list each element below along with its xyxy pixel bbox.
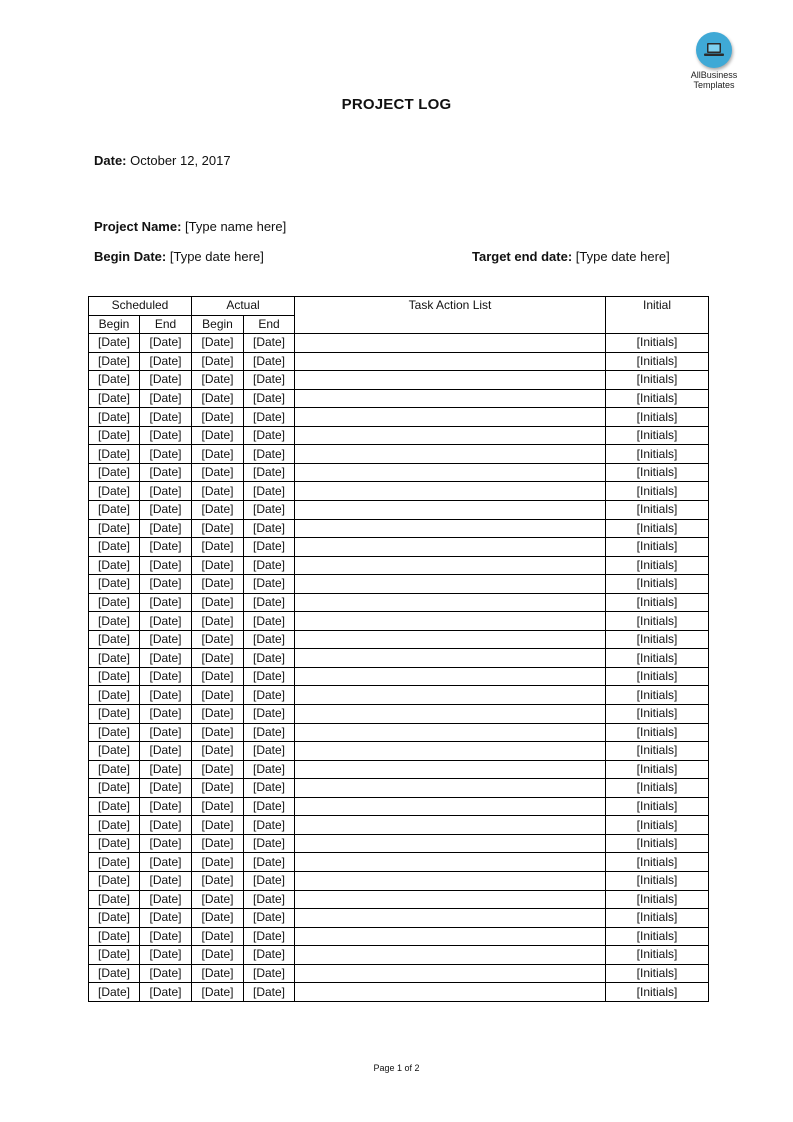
actual-end-cell[interactable]: [Date] [244,612,295,631]
scheduled-end-cell[interactable]: [Date] [140,445,192,464]
actual-end-cell[interactable]: [Date] [244,501,295,520]
actual-begin-cell[interactable]: [Date] [192,667,244,686]
project-log-table [88,296,709,1002]
actual-begin-cell[interactable]: [Date] [192,890,244,909]
scheduled-begin-cell[interactable]: [Date] [89,501,140,520]
initials-cell[interactable]: [Initials] [606,964,709,983]
initials-cell[interactable]: [Initials] [606,871,709,890]
initials-cell[interactable]: [Initials] [606,426,709,445]
project-name-line [94,219,286,234]
scheduled-end-cell[interactable]: [Date] [140,946,192,965]
task-action-cell[interactable] [295,723,606,742]
project-name-value[interactable]: [Type name here] [185,219,287,234]
initials-cell[interactable]: [Initials] [606,556,709,575]
actual-begin-cell[interactable]: [Date] [192,501,244,520]
actual-begin-cell[interactable]: [Date] [192,816,244,835]
table-row [89,463,709,482]
actual-end-cell[interactable]: [Date] [244,909,295,928]
scheduled-begin-cell[interactable]: [Date] [89,927,140,946]
actual-begin-cell[interactable]: [Date] [192,519,244,538]
initials-cell[interactable]: [Initials] [606,593,709,612]
scheduled-end-cell[interactable]: [Date] [140,482,192,501]
task-action-cell[interactable] [295,983,606,1002]
table-row [89,371,709,390]
actual-end-cell[interactable]: [Date] [244,946,295,965]
scheduled-begin-cell[interactable]: [Date] [89,816,140,835]
scheduled-begin-cell[interactable]: [Date] [89,667,140,686]
table-row [89,760,709,779]
task-action-cell[interactable] [295,927,606,946]
table-row [89,816,709,835]
initials-cell[interactable]: [Initials] [606,408,709,427]
table-row [89,630,709,649]
actual-end-cell[interactable]: [Date] [244,723,295,742]
actual-end-cell[interactable]: [Date] [244,686,295,705]
actual-end-cell[interactable]: [Date] [244,334,295,353]
task-action-cell[interactable] [295,779,606,798]
actual-begin-cell[interactable]: [Date] [192,723,244,742]
target-end-date-label: Target end date: [472,249,573,264]
table-row [89,946,709,965]
scheduled-begin-cell[interactable]: [Date] [89,983,140,1002]
scheduled-end-cell[interactable]: [Date] [140,352,192,371]
task-action-cell[interactable] [295,612,606,631]
actual-end-cell[interactable]: [Date] [244,482,295,501]
scheduled-begin-cell[interactable]: [Date] [89,445,140,464]
table-row [89,519,709,538]
actual-end-cell[interactable]: [Date] [244,575,295,594]
table-group-header-row [89,297,709,316]
task-action-cell[interactable] [295,593,606,612]
actual-begin-cell[interactable]: [Date] [192,705,244,724]
actual-begin-cell[interactable]: [Date] [192,686,244,705]
actual-begin-cell[interactable]: [Date] [192,742,244,761]
initials-cell[interactable]: [Initials] [606,352,709,371]
scheduled-end-cell[interactable]: [Date] [140,408,192,427]
scheduled-end-cell[interactable]: [Date] [140,964,192,983]
scheduled-end-cell[interactable]: [Date] [140,834,192,853]
actual-begin-cell[interactable]: [Date] [192,593,244,612]
task-action-cell[interactable] [295,334,606,353]
actual-begin-cell[interactable]: [Date] [192,909,244,928]
actual-end-cell[interactable]: [Date] [244,352,295,371]
task-action-cell[interactable] [295,853,606,872]
task-action-cell[interactable] [295,352,606,371]
scheduled-end-cell[interactable]: [Date] [140,742,192,761]
actual-end-cell[interactable]: [Date] [244,779,295,798]
initials-cell[interactable]: [Initials] [606,389,709,408]
actual-end-cell[interactable]: [Date] [244,389,295,408]
scheduled-begin-cell[interactable]: [Date] [89,834,140,853]
scheduled-begin-cell[interactable]: [Date] [89,371,140,390]
table-row [89,501,709,520]
table-row [89,871,709,890]
actual-begin-cell[interactable]: [Date] [192,927,244,946]
table-row [89,389,709,408]
task-action-cell[interactable] [295,797,606,816]
scheduled-begin-cell[interactable]: [Date] [89,538,140,557]
actual-end-cell[interactable]: [Date] [244,556,295,575]
table-row [89,593,709,612]
initials-cell[interactable]: [Initials] [606,575,709,594]
actual-begin-cell[interactable]: [Date] [192,834,244,853]
scheduled-end-cell[interactable]: [Date] [140,797,192,816]
initials-cell[interactable]: [Initials] [606,705,709,724]
scheduled-begin-cell[interactable]: [Date] [89,519,140,538]
actual-end-cell[interactable]: [Date] [244,760,295,779]
initials-cell[interactable]: [Initials] [606,445,709,464]
initials-cell[interactable]: [Initials] [606,501,709,520]
actual-begin-header: Begin [192,315,244,334]
table-body [89,334,709,1002]
scheduled-begin-cell[interactable]: [Date] [89,909,140,928]
date-value[interactable]: October 12, 2017 [130,153,231,168]
table-row [89,556,709,575]
actual-end-cell[interactable]: [Date] [244,797,295,816]
task-action-cell[interactable] [295,742,606,761]
task-action-cell[interactable] [295,946,606,965]
scheduled-begin-cell[interactable]: [Date] [89,556,140,575]
initial-header: Initial [606,297,709,334]
initials-cell[interactable]: [Initials] [606,723,709,742]
scheduled-begin-cell[interactable]: [Date] [89,871,140,890]
scheduled-begin-cell[interactable]: [Date] [89,352,140,371]
initials-cell[interactable]: [Initials] [606,667,709,686]
scheduled-end-cell[interactable]: [Date] [140,890,192,909]
table-row [89,890,709,909]
initials-cell[interactable]: [Initials] [606,983,709,1002]
actual-begin-cell[interactable]: [Date] [192,408,244,427]
actual-begin-cell[interactable]: [Date] [192,964,244,983]
initials-cell[interactable]: [Initials] [606,519,709,538]
scheduled-begin-cell[interactable]: [Date] [89,779,140,798]
initials-cell[interactable]: [Initials] [606,797,709,816]
initials-cell[interactable]: [Initials] [606,927,709,946]
logo-text [676,70,752,90]
initials-cell[interactable]: [Initials] [606,946,709,965]
page-title: PROJECT LOG [341,96,452,113]
scheduled-begin-cell[interactable]: [Date] [89,630,140,649]
initials-cell[interactable]: [Initials] [606,853,709,872]
scheduled-end-cell[interactable]: [Date] [140,705,192,724]
actual-begin-cell[interactable]: [Date] [192,760,244,779]
scheduled-begin-cell[interactable]: [Date] [89,797,140,816]
scheduled-begin-cell[interactable]: [Date] [89,686,140,705]
task-action-cell[interactable] [295,630,606,649]
project-name-label: Project Name: [94,219,182,234]
actual-begin-cell[interactable]: [Date] [192,463,244,482]
actual-end-cell[interactable]: [Date] [244,964,295,983]
scheduled-end-cell[interactable]: [Date] [140,667,192,686]
table-row [89,797,709,816]
scheduled-end-cell[interactable]: [Date] [140,630,192,649]
task-action-cell[interactable] [295,834,606,853]
table-row [89,909,709,928]
scheduled-begin-cell[interactable]: [Date] [89,649,140,668]
table-row [89,686,709,705]
task-action-cell[interactable] [295,426,606,445]
table-row [89,983,709,1002]
table-row [89,575,709,594]
begin-date-value[interactable]: [Type date here] [169,249,264,264]
actual-end-cell[interactable]: [Date] [244,593,295,612]
initials-cell[interactable]: [Initials] [606,890,709,909]
begin-date-line [94,249,264,264]
initials-cell[interactable]: [Initials] [606,649,709,668]
table-row [89,426,709,445]
actual-begin-cell[interactable]: [Date] [192,482,244,501]
actual-begin-cell[interactable]: [Date] [192,983,244,1002]
table-row [89,779,709,798]
actual-begin-cell[interactable]: [Date] [192,853,244,872]
scheduled-begin-cell[interactable]: [Date] [89,575,140,594]
scheduled-begin-cell[interactable]: [Date] [89,482,140,501]
scheduled-end-cell[interactable]: [Date] [140,649,192,668]
scheduled-end-cell[interactable]: [Date] [140,779,192,798]
task-action-cell[interactable] [295,890,606,909]
actual-begin-cell[interactable]: [Date] [192,445,244,464]
table-row [89,649,709,668]
scheduled-end-cell[interactable]: [Date] [140,538,192,557]
actual-begin-cell[interactable]: [Date] [192,426,244,445]
actual-end-cell[interactable]: [Date] [244,463,295,482]
actual-begin-cell[interactable]: [Date] [192,575,244,594]
initials-cell[interactable]: [Initials] [606,334,709,353]
actual-end-cell[interactable]: [Date] [244,445,295,464]
scheduled-begin-cell[interactable]: [Date] [89,853,140,872]
logo-line-1: AllBusiness [690,70,738,80]
scheduled-end-cell[interactable]: [Date] [140,371,192,390]
initials-cell[interactable]: [Initials] [606,630,709,649]
target-end-date-value[interactable]: [Type date here] [575,249,670,264]
task-action-cell[interactable] [295,408,606,427]
begin-date-label: Begin Date: [94,249,167,264]
table-row [89,482,709,501]
table-row [89,742,709,761]
scheduled-begin-cell[interactable]: [Date] [89,612,140,631]
initials-cell[interactable]: [Initials] [606,463,709,482]
scheduled-end-cell[interactable]: [Date] [140,463,192,482]
task-action-list-header: Task Action List [295,297,606,334]
scheduled-end-cell[interactable]: [Date] [140,334,192,353]
table-row [89,834,709,853]
scheduled-begin-cell[interactable]: [Date] [89,964,140,983]
actual-end-cell[interactable]: [Date] [244,705,295,724]
scheduled-end-cell[interactable]: [Date] [140,593,192,612]
actual-begin-cell[interactable]: [Date] [192,334,244,353]
table-row [89,445,709,464]
actual-begin-cell[interactable]: [Date] [192,946,244,965]
scheduled-begin-cell[interactable]: [Date] [89,705,140,724]
scheduled-end-cell[interactable]: [Date] [140,426,192,445]
actual-begin-cell[interactable]: [Date] [192,371,244,390]
scheduled-end-cell[interactable]: [Date] [140,760,192,779]
actual-end-cell[interactable]: [Date] [244,816,295,835]
actual-end-cell[interactable]: [Date] [244,519,295,538]
actual-begin-cell[interactable]: [Date] [192,871,244,890]
scheduled-end-cell[interactable]: [Date] [140,927,192,946]
scheduled-begin-cell[interactable]: [Date] [89,593,140,612]
table-row [89,723,709,742]
task-action-cell[interactable] [295,463,606,482]
actual-header: Actual [192,297,295,316]
table-row [89,352,709,371]
actual-end-cell[interactable]: [Date] [244,667,295,686]
actual-begin-cell[interactable]: [Date] [192,352,244,371]
scheduled-end-cell[interactable]: [Date] [140,983,192,1002]
scheduled-header: Scheduled [89,297,192,316]
task-action-cell[interactable] [295,445,606,464]
scheduled-end-cell[interactable]: [Date] [140,871,192,890]
target-end-date-line [472,249,670,264]
initials-cell[interactable]: [Initials] [606,371,709,390]
actual-end-cell[interactable]: [Date] [244,927,295,946]
company-logo [676,32,752,90]
actual-end-cell[interactable]: [Date] [244,742,295,761]
task-action-cell[interactable] [295,519,606,538]
task-action-cell[interactable] [295,964,606,983]
actual-begin-cell[interactable]: [Date] [192,779,244,798]
actual-end-cell[interactable]: [Date] [244,853,295,872]
page-footer: Page 1 of 2 [373,1063,420,1073]
scheduled-end-cell[interactable]: [Date] [140,816,192,835]
initials-cell[interactable]: [Initials] [606,909,709,928]
initials-cell[interactable]: [Initials] [606,779,709,798]
scheduled-end-cell[interactable]: [Date] [140,519,192,538]
actual-end-cell[interactable]: [Date] [244,871,295,890]
scheduled-end-cell[interactable]: [Date] [140,723,192,742]
actual-begin-cell[interactable]: [Date] [192,797,244,816]
task-action-cell[interactable] [295,909,606,928]
scheduled-begin-cell[interactable]: [Date] [89,723,140,742]
actual-begin-cell[interactable]: [Date] [192,556,244,575]
table-row [89,853,709,872]
table-row [89,334,709,353]
scheduled-end-cell[interactable]: [Date] [140,556,192,575]
task-action-cell[interactable] [295,760,606,779]
scheduled-end-cell[interactable]: [Date] [140,686,192,705]
task-action-cell[interactable] [295,371,606,390]
scheduled-end-cell[interactable]: [Date] [140,389,192,408]
actual-end-cell[interactable]: [Date] [244,630,295,649]
scheduled-begin-header: Begin [89,315,140,334]
actual-begin-cell[interactable]: [Date] [192,649,244,668]
scheduled-end-cell[interactable]: [Date] [140,612,192,631]
scheduled-begin-cell[interactable]: [Date] [89,463,140,482]
actual-end-header: End [244,315,295,334]
task-action-cell[interactable] [295,686,606,705]
task-action-cell[interactable] [295,667,606,686]
actual-end-cell[interactable]: [Date] [244,371,295,390]
scheduled-begin-cell[interactable]: [Date] [89,389,140,408]
initials-cell[interactable]: [Initials] [606,816,709,835]
actual-end-cell[interactable]: [Date] [244,649,295,668]
table-row [89,705,709,724]
actual-end-cell[interactable]: [Date] [244,426,295,445]
task-action-cell[interactable] [295,556,606,575]
scheduled-begin-cell[interactable]: [Date] [89,334,140,353]
table-row [89,538,709,557]
scheduled-begin-cell[interactable]: [Date] [89,408,140,427]
scheduled-end-cell[interactable]: [Date] [140,575,192,594]
initials-cell[interactable]: [Initials] [606,834,709,853]
initials-cell[interactable]: [Initials] [606,612,709,631]
table-row [89,612,709,631]
date-line [94,153,231,168]
initials-cell[interactable]: [Initials] [606,686,709,705]
table-row [89,964,709,983]
initials-cell[interactable]: [Initials] [606,538,709,557]
table-row [89,408,709,427]
actual-end-cell[interactable]: [Date] [244,408,295,427]
actual-end-cell[interactable]: [Date] [244,538,295,557]
scheduled-begin-cell[interactable]: [Date] [89,742,140,761]
task-action-cell[interactable] [295,538,606,557]
initials-cell[interactable]: [Initials] [606,482,709,501]
task-action-cell[interactable] [295,501,606,520]
actual-begin-cell[interactable]: [Date] [192,538,244,557]
scheduled-end-header: End [140,315,192,334]
actual-end-cell[interactable]: [Date] [244,834,295,853]
table-row [89,667,709,686]
scheduled-begin-cell[interactable]: [Date] [89,426,140,445]
scheduled-end-cell[interactable]: [Date] [140,501,192,520]
scheduled-begin-cell[interactable]: [Date] [89,946,140,965]
scheduled-begin-cell[interactable]: [Date] [89,890,140,909]
scheduled-end-cell[interactable]: [Date] [140,853,192,872]
actual-begin-cell[interactable]: [Date] [192,389,244,408]
actual-end-cell[interactable]: [Date] [244,983,295,1002]
task-action-cell[interactable] [295,705,606,724]
table-row [89,927,709,946]
actual-end-cell[interactable]: [Date] [244,890,295,909]
initials-cell[interactable]: [Initials] [606,742,709,761]
laptop-icon [696,32,732,68]
task-action-cell[interactable] [295,389,606,408]
actual-begin-cell[interactable]: [Date] [192,612,244,631]
actual-begin-cell[interactable]: [Date] [192,630,244,649]
logo-line-2: Templates [693,80,735,90]
initials-cell[interactable]: [Initials] [606,760,709,779]
scheduled-begin-cell[interactable]: [Date] [89,760,140,779]
scheduled-end-cell[interactable]: [Date] [140,909,192,928]
date-label: Date: [94,153,127,168]
task-action-cell[interactable] [295,482,606,501]
task-action-cell[interactable] [295,871,606,890]
task-action-cell[interactable] [295,575,606,594]
task-action-cell[interactable] [295,649,606,668]
task-action-cell[interactable] [295,816,606,835]
